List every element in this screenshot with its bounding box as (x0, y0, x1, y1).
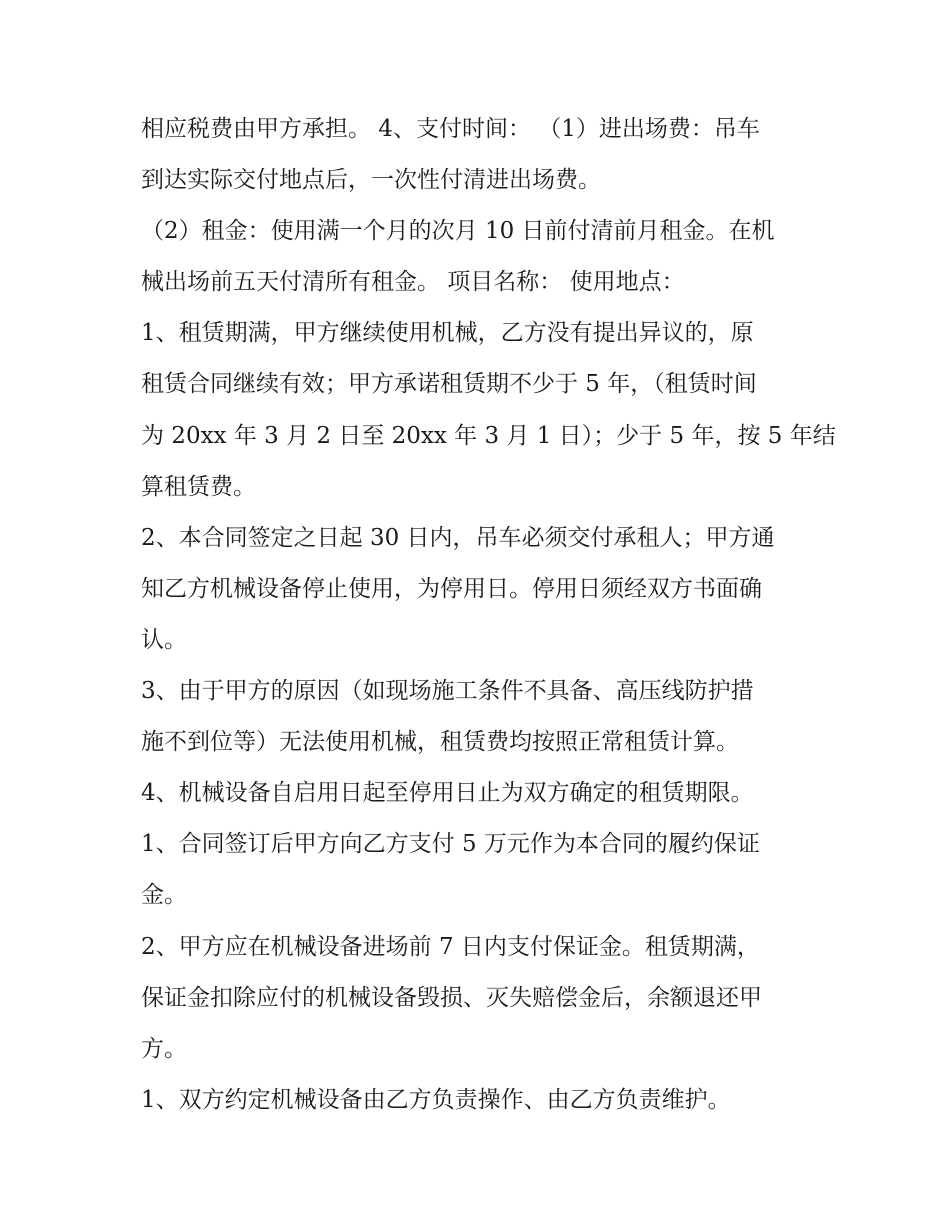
text-line: 施不到位等）无法使用机械，租赁费均按照正常租赁计算。 (141, 729, 739, 756)
text-line: 算租赁费。 (141, 473, 256, 500)
text-line: 2、甲方应在机械设备进场前 7 日内支付保证金。租赁期满， (141, 933, 760, 960)
text-line: 到达实际交付地点后，一次性付清进出场费。 (141, 167, 601, 194)
document-body (141, 104, 836, 1126)
text-line: 1、双方约定机械设备由乙方负责操作、由乙方负责维护。 (141, 1086, 731, 1113)
text-line: 2、本合同签定之日起 30 日内，吊车必须交付承租人；甲方通 (141, 524, 775, 551)
text-line: 租赁合同继续有效；甲方承诺租赁期不少于 5 年，（租赁时间 (141, 371, 757, 398)
text-line: 金。 (141, 882, 187, 909)
text-line: 3、由于甲方的原因（如现场施工条件不具备、高压线防护措 (141, 678, 754, 705)
text-line: 知乙方机械设备停止使用，为停用日。停用日须经双方书面确 (141, 575, 762, 602)
text-line: 4、机械设备自启用日起至停用日止为双方确定的租赁期限。 (141, 780, 754, 807)
text-line: 1、合同签订后甲方向乙方支付 5 万元作为本合同的履约保证 (141, 831, 760, 858)
text-line: 为 20xx 年 3 月 2 日至 20xx 年 3 月 1 日）；少于 5 年，按 5 年结 (141, 422, 836, 449)
text-line: 方。 (141, 1035, 187, 1062)
text-line: 械出场前五天付清所有租金。 项目名称： 使用地点： (141, 269, 685, 296)
text-line: 相应税费由甲方承担。 4、支付时间： （1）进出场费：吊车 (141, 116, 760, 142)
text-line: 保证金扣除应付的机械设备毁损、灭失赔偿金后，余额退还甲 (141, 984, 762, 1011)
text-line: （2）租金：使用满一个月的次月 10 日前付清前月租金。在机 (141, 218, 775, 245)
text-line: 1、租赁期满，甲方继续使用机械，乙方没有提出异议的，原 (141, 320, 754, 347)
text-line: 认。 (141, 626, 187, 653)
